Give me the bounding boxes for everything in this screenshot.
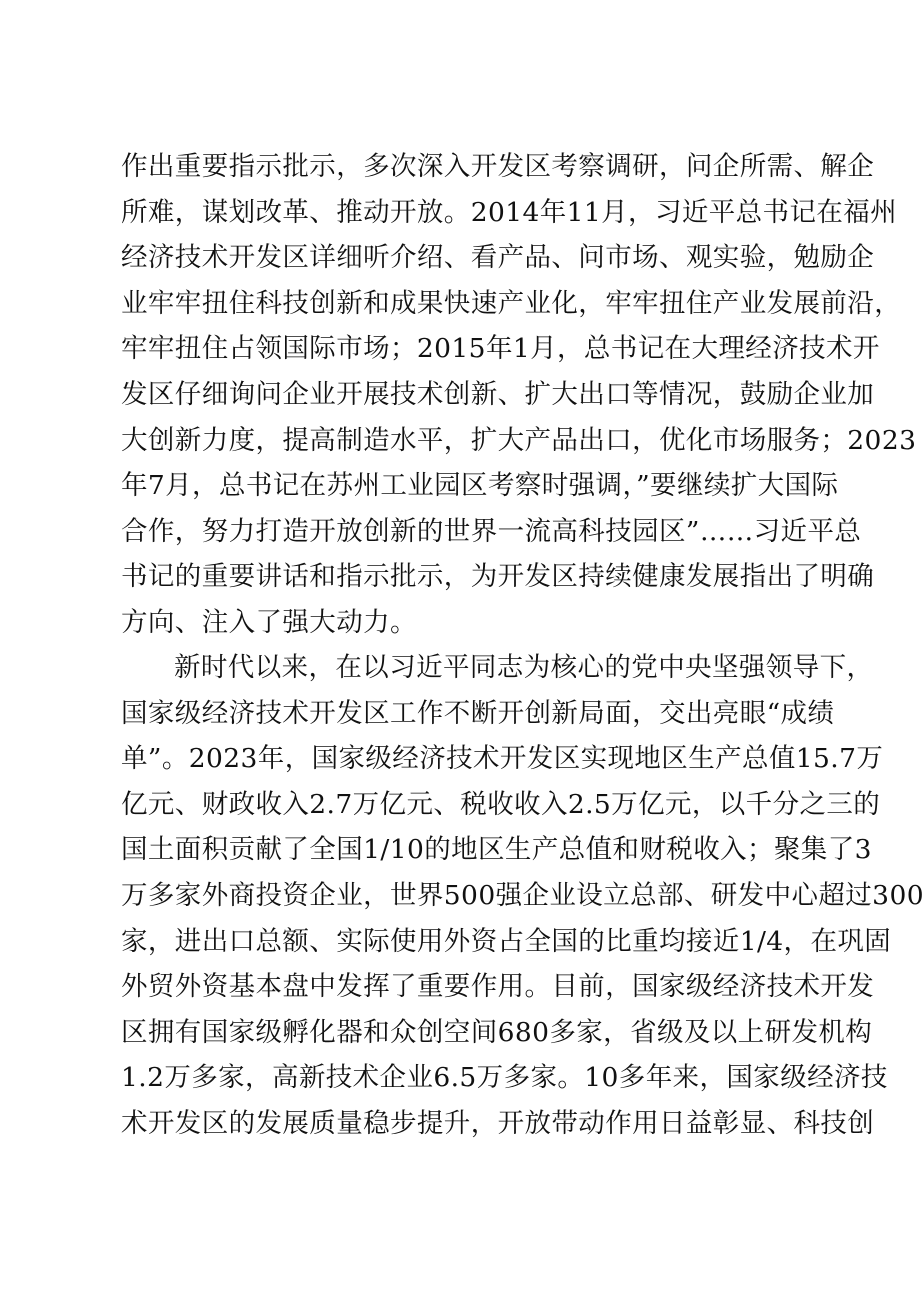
text-line: 区拥有国家级孵化器和众创空间680多家，省级及以上研发机构: [121, 1016, 873, 1048]
text-line: 书记的重要讲话和指示批示，为开发区持续健康发展指出了明确: [121, 561, 875, 593]
text-line: 术开发区的发展质量稳步提升，开放带动作用日益彰显、科技创: [121, 1107, 875, 1139]
text-line: 发区仔细询问企业开展技术创新、扩大出口等情况，鼓励企业加: [121, 378, 875, 410]
paragraph: [121, 645, 924, 1147]
text-line: 作出重要指示批示，多次深入开发区考察调研，问企所需、解企: [121, 151, 875, 182]
text-line: 所难，谋划改革、推动开放。2014年11月，习近平总书记在福州: [121, 196, 898, 228]
text-line: 1.2万多家，高新技术企业6.5万多家。10多年来，国家级经济技: [121, 1062, 888, 1094]
text-line: 大创新力度，提高制造水平，扩大产品出口，优化市场服务；2023: [121, 424, 917, 456]
text-line: 方向、注入了强大动力。: [121, 606, 417, 638]
text-line: 万多家外商投资企业，世界500强企业设立总部、研发中心超过300: [121, 879, 924, 911]
text-line: 合作，努力打造开放创新的世界一流高科技园区”……习近平总: [121, 515, 862, 547]
text-line: 外贸外资基本盘中发挥了重要作用。目前，国家级经济技术开发: [121, 971, 875, 1003]
text-line: 年7月，总书记在苏州工业园区考察时强调，”要继续扩大国际: [121, 470, 839, 502]
paragraph: [121, 144, 917, 646]
text-line: 业牢牢扭住科技创新和成果快速产业化，牢牢扭住产业发展前沿，: [121, 287, 902, 319]
text-line: 亿元、财政收入2.7万亿元、税收收入2.5万亿元，以千分之三的: [121, 788, 881, 820]
text-line: 新时代以来，在以习近平同志为核心的党中央坚强领导下，: [174, 652, 874, 683]
text-line: 单”。2023年，国家级经济技术开发区实现地区生产总值15.7万: [121, 743, 884, 775]
text-line: 家，进出口总额、实际使用外资占全国的比重均接近1/4，在巩固: [121, 925, 892, 957]
text-line: 国土面积贡献了全国1/10的地区生产总值和财税收入；聚集了3: [121, 834, 872, 866]
text-line: 国家级经济技术开发区工作不断开创新局面，交出亮眼“成绩: [121, 697, 835, 729]
text-line: 牢牢扭住占领国际市场；2015年1月，总书记在大理经济技术开: [121, 333, 880, 365]
text-line: 经济技术开发区详细听介绍、看产品、问市场、观实验，勉励企: [121, 242, 875, 274]
